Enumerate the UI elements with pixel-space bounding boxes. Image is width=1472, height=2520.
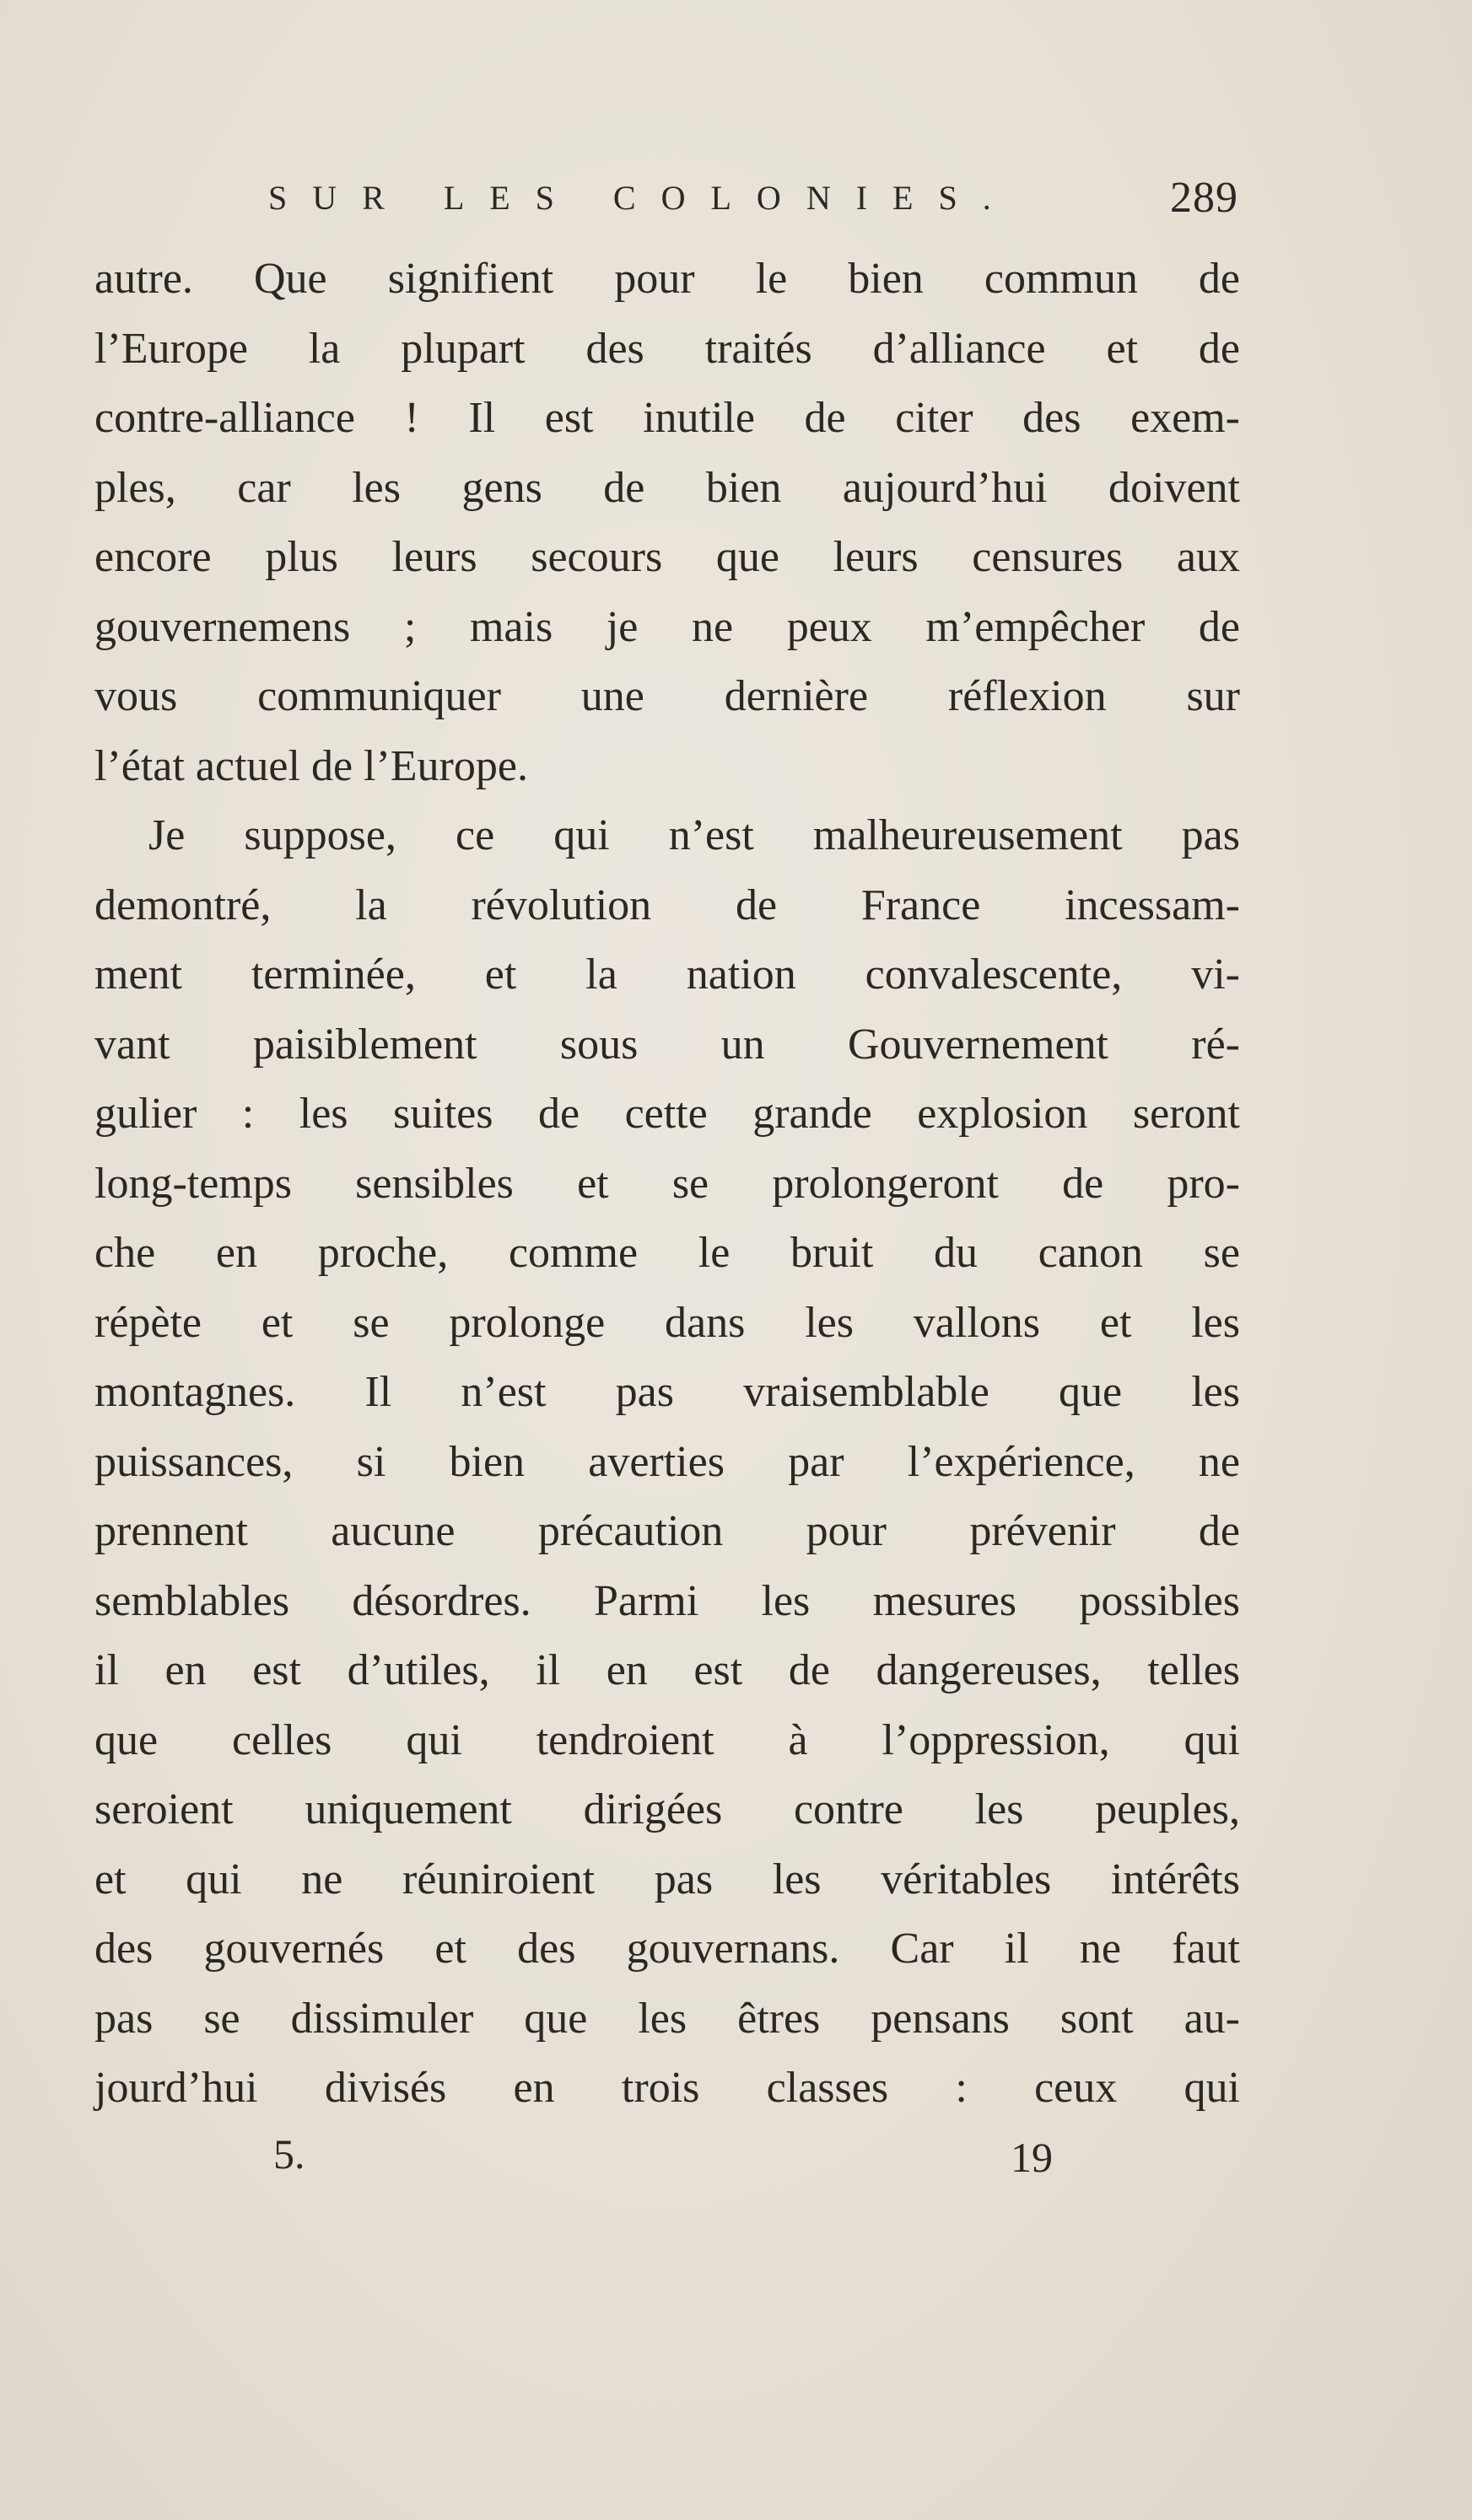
- text-line: gulier : les suites de cette grande explosion seront: [94, 1090, 1240, 1138]
- text-line: jourd’hui divisés en trois classes : ceux qui: [94, 2064, 1240, 2112]
- body-text: [94, 245, 1240, 2124]
- text-line: semblables désordres. Parmi les mesures possibles: [94, 1576, 1240, 1625]
- text-line: Je suppose, ce qui n’est malheureusement pas: [148, 811, 1240, 859]
- gathering-number: 19: [1011, 2134, 1053, 2181]
- text-line: encore plus leurs secours que leurs censures aux: [94, 533, 1240, 581]
- text-line: vant paisiblement sous un Gouvernement ré-: [94, 1020, 1240, 1069]
- text-line: répète et se prolonge dans les vallons et les: [94, 1298, 1240, 1347]
- page-footer: [268, 2130, 1095, 2197]
- text-line: che en proche, comme le bruit du canon se: [94, 1229, 1240, 1277]
- text-line: ples, car les gens de bien aujourd’hui doivent: [94, 463, 1240, 512]
- paragraph-2: [94, 801, 1240, 2124]
- text-line: que celles qui tendroient à l’oppression, qui: [94, 1715, 1240, 1764]
- text-line: long-temps sensibles et se prolongeront de pro-: [94, 1159, 1240, 1208]
- text-line: ment terminée, et la nation convalescente, vi-: [94, 950, 1240, 999]
- page-number: 289: [1170, 174, 1238, 222]
- text-line: des gouvernés et des gouvernans. Car il ne faut: [94, 1925, 1240, 1973]
- text-line: gouvernemens ; mais je ne peux m’empêcher de: [94, 602, 1240, 651]
- text-line: et qui ne réuniroient pas les véritables intérêts: [94, 1855, 1240, 1903]
- text-line: seroient uniquement dirigées contre les peuples,: [94, 1785, 1240, 1833]
- text-line: pas se dissimuler que les êtres pensans sont au-: [94, 1994, 1240, 2043]
- text-line: montagnes. Il n’est pas vraisemblable que les: [94, 1368, 1240, 1416]
- text-line: vous communiquer une dernière réflexion sur: [94, 672, 1240, 720]
- text-line: l’Europe la plupart des traités d’alliance et de: [94, 324, 1240, 373]
- page-header: [268, 173, 1238, 232]
- text-line: autre. Que signifient pour le bien commun de: [94, 255, 1240, 303]
- text-line: prennent aucune précaution pour prévenir de: [94, 1507, 1240, 1555]
- text-line: l’état actuel de l’Europe.: [94, 741, 528, 790]
- text-line: puissances, si bien averties par l’expérience, ne: [94, 1437, 1240, 1486]
- paragraph-1: [94, 245, 1240, 801]
- text-line: il en est d’utiles, il en est de dangereuses, telles: [94, 1646, 1240, 1694]
- signature-mark: 5.: [273, 2130, 305, 2178]
- running-title: SUR LES COLONIES.: [268, 179, 1016, 217]
- text-line: demontré, la révolution de France incessam-: [94, 880, 1240, 929]
- text-line: contre-alliance ! Il est inutile de citer des exem-: [94, 394, 1240, 442]
